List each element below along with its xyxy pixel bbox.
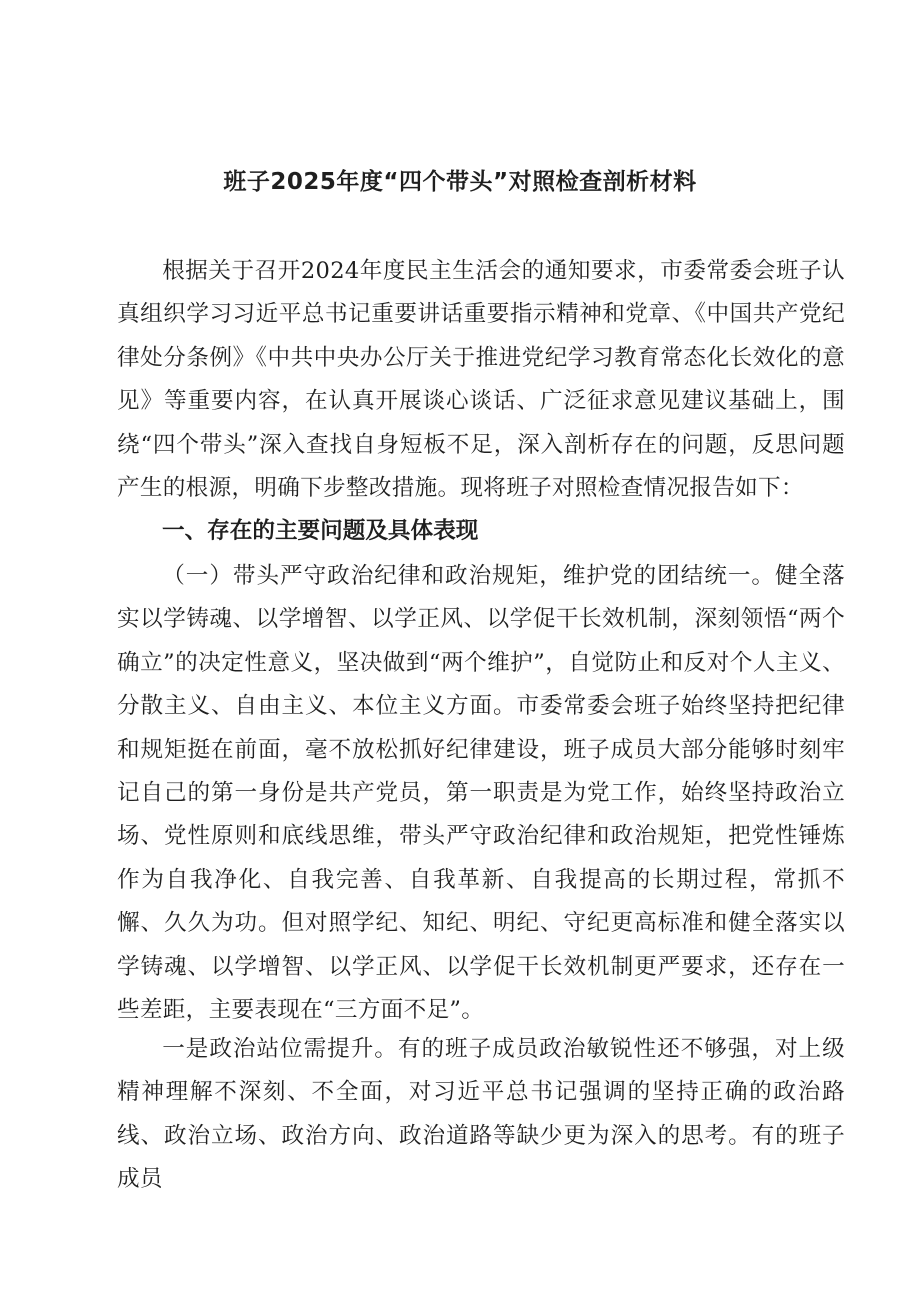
- document-title: 班子2025年度“四个带头”对照检查剖析材料: [223, 169, 697, 195]
- point-one-paragraph: 一是政治站位需提升。有的班子成员政治敏锐性还不够强，对上级精神理解不深刻、不全面，对习近平总书记强调的坚持正确的政治路线、政治立场、政治方向、政治道路等缺少更为深入的思考。有的班子成员: [117, 1036, 845, 1193]
- intro-block: [117, 250, 845, 510]
- point-one-block: [117, 1028, 845, 1202]
- subsection-block: [117, 555, 845, 1032]
- subsection-paragraph: （一）带头严守政治纪律和政治规矩，维护党的团结统一。健全落实以学铸魂、以学增智、以学正风、以学促干长效机制，深刻领悟“两个确立”的决定性意义，坚决做到“两个维护”，自觉防止和反对个人主义、分散主义、自由主义、本位主义方面。市委常委会班子始终坚持把纪律和规矩挺在前面，毫不放松抓好纪律建设，班子成员大部分能够时刻牢记自己的第一身份是共产党员，第一职责是为党工作，始终坚持政治立场、党性原则和底线思维，带头严守政治纪律和政治规矩，把党性锤炼作为自我净化、自我完善、自我革新、自我提高的长期过程，常抓不懈、久久为功。但对照学纪、知纪、明纪、守纪更高标准和健全落实以学铸魂、以学增智、以学正风、以学促干长效机制更严要求，还存在一些差距，主要表现在“三方面不足”。: [117, 563, 845, 1024]
- section-heading: 一、存在的主要问题及具体表现: [162, 518, 479, 544]
- intro-paragraph: 根据关于召开2024年度民主生活会的通知要求，市委常委会班子认真组织学习习近平总书记重要讲话重要指示精神和党章、《中国共产党纪律处分条例》《中共中央办公厅关于推进党纪学习教育常态化长效化的意见》等重要内容，在认真开展谈心谈话、广泛征求意见建议基础上，围绕“四个带头”深入查找自身短板不足，深入剖析存在的问题，反思问题产生的根源，明确下步整改措施。现将班子对照检查情况报告如下：: [117, 258, 845, 502]
